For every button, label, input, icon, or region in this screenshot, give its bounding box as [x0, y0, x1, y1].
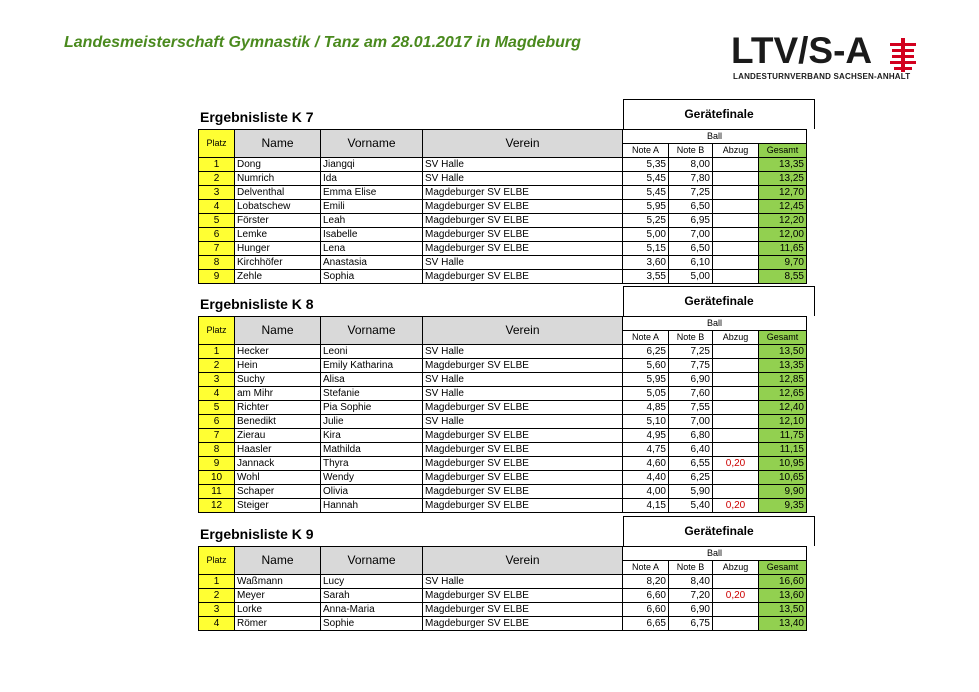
gesamt-cell: 13,35	[759, 158, 807, 172]
note-a-header: Note A	[623, 144, 669, 158]
vorname-cell: Sophia	[321, 270, 423, 284]
verein-cell: SV Halle	[423, 575, 623, 589]
vorname-cell: Thyra	[321, 457, 423, 471]
note-a-cell: 5,95	[623, 200, 669, 214]
note-b-cell: 7,55	[669, 401, 713, 415]
vorname-cell: Anastasia	[321, 256, 423, 270]
note-a-cell: 5,35	[623, 158, 669, 172]
abzug-cell	[713, 471, 759, 485]
note-a-cell: 6,65	[623, 617, 669, 631]
table-row	[199, 575, 807, 589]
note-b-cell: 7,25	[669, 186, 713, 200]
verein-header: Verein	[423, 130, 623, 158]
table-row	[199, 345, 807, 359]
verein-cell: Magdeburger SV ELBE	[423, 429, 623, 443]
verein-header: Verein	[423, 317, 623, 345]
vorname-cell: Emili	[321, 200, 423, 214]
abzug-cell	[713, 214, 759, 228]
table-row	[199, 443, 807, 457]
note-a-cell: 6,60	[623, 589, 669, 603]
name-cell: Zierau	[235, 429, 321, 443]
platz-cell: 3	[199, 603, 235, 617]
table-row	[199, 415, 807, 429]
note-b-cell: 7,60	[669, 387, 713, 401]
gesamt-cell: 12,70	[759, 186, 807, 200]
table-row	[199, 242, 807, 256]
platz-cell: 2	[199, 172, 235, 186]
gesamt-cell: 11,65	[759, 242, 807, 256]
vorname-cell: Wendy	[321, 471, 423, 485]
table-row	[199, 387, 807, 401]
note-b-cell: 8,40	[669, 575, 713, 589]
note-b-cell: 6,40	[669, 443, 713, 457]
name-cell: Haasler	[235, 443, 321, 457]
table-row	[199, 172, 807, 186]
platz-cell: 8	[199, 256, 235, 270]
note-a-cell: 4,40	[623, 471, 669, 485]
table-row	[199, 603, 807, 617]
vorname-cell: Emma Elise	[321, 186, 423, 200]
table-row	[199, 499, 807, 513]
ball-header: Ball	[623, 130, 807, 144]
platz-cell: 2	[199, 359, 235, 373]
ltv-logo	[731, 30, 916, 86]
gesamt-cell: 12,10	[759, 415, 807, 429]
vorname-header: Vorname	[321, 547, 423, 575]
vorname-cell: Sarah	[321, 589, 423, 603]
gesamt-cell: 13,40	[759, 617, 807, 631]
note-a-cell: 5,60	[623, 359, 669, 373]
name-cell: Zehle	[235, 270, 321, 284]
note-a-header: Note A	[623, 331, 669, 345]
note-b-header: Note B	[669, 331, 713, 345]
note-b-cell: 5,90	[669, 485, 713, 499]
vorname-header: Vorname	[321, 130, 423, 158]
vorname-header: Vorname	[321, 317, 423, 345]
gesamt-cell: 11,75	[759, 429, 807, 443]
abzug-cell	[713, 485, 759, 499]
table-row	[199, 158, 807, 172]
note-a-cell: 6,25	[623, 345, 669, 359]
abzug-cell	[713, 443, 759, 457]
gesamt-cell: 10,95	[759, 457, 807, 471]
table-row	[199, 457, 807, 471]
vorname-cell: Olivia	[321, 485, 423, 499]
gesamt-cell: 16,60	[759, 575, 807, 589]
note-b-cell: 6,75	[669, 617, 713, 631]
abzug-cell	[713, 242, 759, 256]
table-row	[199, 373, 807, 387]
note-b-cell: 6,80	[669, 429, 713, 443]
note-b-cell: 6,50	[669, 242, 713, 256]
name-cell: Lemke	[235, 228, 321, 242]
vorname-cell: Isabelle	[321, 228, 423, 242]
name-cell: Hunger	[235, 242, 321, 256]
name-header: Name	[235, 547, 321, 575]
vorname-cell: Emily Katharina	[321, 359, 423, 373]
abzug-cell	[713, 359, 759, 373]
note-a-cell: 5,25	[623, 214, 669, 228]
name-cell: Lobatschew	[235, 200, 321, 214]
verein-cell: Magdeburger SV ELBE	[423, 359, 623, 373]
vorname-cell: Hannah	[321, 499, 423, 513]
platz-cell: 1	[199, 345, 235, 359]
results-table	[198, 129, 807, 284]
verein-cell: SV Halle	[423, 387, 623, 401]
note-b-cell: 5,00	[669, 270, 713, 284]
table-row	[199, 214, 807, 228]
verein-cell: SV Halle	[423, 158, 623, 172]
table-row	[199, 471, 807, 485]
platz-cell: 7	[199, 242, 235, 256]
verein-cell: Magdeburger SV ELBE	[423, 401, 623, 415]
note-b-header: Note B	[669, 561, 713, 575]
note-a-cell: 6,60	[623, 603, 669, 617]
verein-cell: Magdeburger SV ELBE	[423, 214, 623, 228]
vorname-cell: Ida	[321, 172, 423, 186]
vorname-cell: Lena	[321, 242, 423, 256]
abzug-header: Abzug	[713, 331, 759, 345]
abzug-header: Abzug	[713, 144, 759, 158]
gesamt-cell: 12,65	[759, 387, 807, 401]
gesamt-cell: 13,50	[759, 603, 807, 617]
name-cell: Benedikt	[235, 415, 321, 429]
abzug-cell	[713, 158, 759, 172]
name-cell: Jannack	[235, 457, 321, 471]
note-b-cell: 6,90	[669, 373, 713, 387]
results-table	[198, 546, 807, 631]
verein-cell: Magdeburger SV ELBE	[423, 457, 623, 471]
page-title: Landesmeisterschaft Gymnastik / Tanz am 28.01.2017 in Magdeburg	[64, 34, 581, 51]
verein-cell: Magdeburger SV ELBE	[423, 589, 623, 603]
platz-cell: 5	[199, 401, 235, 415]
table-header-row	[199, 130, 807, 144]
verein-cell: SV Halle	[423, 373, 623, 387]
table-row	[199, 256, 807, 270]
abzug-cell	[713, 617, 759, 631]
ball-header: Ball	[623, 547, 807, 561]
abzug-header: Abzug	[713, 561, 759, 575]
note-a-cell: 5,05	[623, 387, 669, 401]
note-a-cell: 4,15	[623, 499, 669, 513]
note-b-cell: 7,80	[669, 172, 713, 186]
name-cell: Waßmann	[235, 575, 321, 589]
platz-cell: 6	[199, 228, 235, 242]
verein-cell: Magdeburger SV ELBE	[423, 499, 623, 513]
section-title: Ergebnisliste K 9	[200, 526, 314, 542]
section-title: Ergebnisliste K 8	[200, 296, 314, 312]
table-row	[199, 401, 807, 415]
note-a-cell: 3,55	[623, 270, 669, 284]
gesamt-cell: 13,35	[759, 359, 807, 373]
note-b-header: Note B	[669, 144, 713, 158]
section-title: Ergebnisliste K 7	[200, 109, 314, 125]
note-a-cell: 5,15	[623, 242, 669, 256]
name-cell: Delventhal	[235, 186, 321, 200]
verein-cell: SV Halle	[423, 345, 623, 359]
note-a-cell: 4,00	[623, 485, 669, 499]
note-b-cell: 6,50	[669, 200, 713, 214]
vorname-cell: Leoni	[321, 345, 423, 359]
abzug-cell	[713, 575, 759, 589]
note-b-cell: 5,40	[669, 499, 713, 513]
verein-cell: Magdeburger SV ELBE	[423, 603, 623, 617]
name-cell: Lorke	[235, 603, 321, 617]
name-cell: Römer	[235, 617, 321, 631]
verein-cell: Magdeburger SV ELBE	[423, 200, 623, 214]
platz-cell: 9	[199, 457, 235, 471]
note-a-header: Note A	[623, 561, 669, 575]
verein-cell: SV Halle	[423, 256, 623, 270]
abzug-cell: 0,20	[713, 589, 759, 603]
gesamt-cell: 12,45	[759, 200, 807, 214]
name-cell: Förster	[235, 214, 321, 228]
name-cell: Suchy	[235, 373, 321, 387]
abzug-cell	[713, 200, 759, 214]
gesamt-cell: 8,55	[759, 270, 807, 284]
verein-cell: Magdeburger SV ELBE	[423, 242, 623, 256]
abzug-cell	[713, 429, 759, 443]
vorname-cell: Julie	[321, 415, 423, 429]
note-a-cell: 5,45	[623, 172, 669, 186]
note-a-cell: 5,10	[623, 415, 669, 429]
table-row	[199, 429, 807, 443]
vorname-cell: Kira	[321, 429, 423, 443]
table-row	[199, 228, 807, 242]
gesamt-cell: 12,40	[759, 401, 807, 415]
note-b-cell: 6,95	[669, 214, 713, 228]
name-header: Name	[235, 130, 321, 158]
abzug-cell	[713, 373, 759, 387]
table-header-row	[199, 317, 807, 331]
gesamt-cell: 9,70	[759, 256, 807, 270]
table-row	[199, 270, 807, 284]
ball-header: Ball	[623, 317, 807, 331]
note-a-cell: 4,95	[623, 429, 669, 443]
note-b-cell: 6,25	[669, 471, 713, 485]
vorname-cell: Alisa	[321, 373, 423, 387]
table-row	[199, 359, 807, 373]
name-cell: Numrich	[235, 172, 321, 186]
abzug-cell	[713, 415, 759, 429]
note-a-cell: 3,60	[623, 256, 669, 270]
name-cell: Wohl	[235, 471, 321, 485]
note-a-cell: 4,60	[623, 457, 669, 471]
abzug-cell	[713, 256, 759, 270]
name-cell: Dong	[235, 158, 321, 172]
verein-header: Verein	[423, 547, 623, 575]
vorname-cell: Leah	[321, 214, 423, 228]
vorname-cell: Sophie	[321, 617, 423, 631]
platz-cell: 4	[199, 617, 235, 631]
gesamt-header: Gesamt	[759, 144, 807, 158]
name-cell: Meyer	[235, 589, 321, 603]
platz-cell: 1	[199, 575, 235, 589]
verein-cell: Magdeburger SV ELBE	[423, 471, 623, 485]
vorname-cell: Pia Sophie	[321, 401, 423, 415]
platz-cell: 12	[199, 499, 235, 513]
note-a-cell: 4,85	[623, 401, 669, 415]
table-header-row	[199, 547, 807, 561]
abzug-cell	[713, 387, 759, 401]
note-b-cell: 7,25	[669, 345, 713, 359]
platz-cell: 3	[199, 186, 235, 200]
verein-cell: SV Halle	[423, 415, 623, 429]
note-b-cell: 6,55	[669, 457, 713, 471]
geraetefinale-header: Gerätefinale	[623, 516, 815, 546]
results-table	[198, 316, 807, 513]
table-row	[199, 589, 807, 603]
geraetefinale-header: Gerätefinale	[623, 99, 815, 129]
gesamt-cell: 12,85	[759, 373, 807, 387]
abzug-cell	[713, 401, 759, 415]
platz-cell: 2	[199, 589, 235, 603]
note-a-cell: 4,75	[623, 443, 669, 457]
gesamt-cell: 13,50	[759, 345, 807, 359]
note-a-cell: 5,95	[623, 373, 669, 387]
abzug-cell	[713, 345, 759, 359]
vorname-cell: Anna-Maria	[321, 603, 423, 617]
name-cell: Steiger	[235, 499, 321, 513]
platz-cell: 4	[199, 387, 235, 401]
platz-cell: 9	[199, 270, 235, 284]
abzug-cell	[713, 228, 759, 242]
note-a-cell: 8,20	[623, 575, 669, 589]
table-row	[199, 186, 807, 200]
table-row	[199, 617, 807, 631]
abzug-cell	[713, 186, 759, 200]
name-cell: Hecker	[235, 345, 321, 359]
gesamt-cell: 12,00	[759, 228, 807, 242]
name-cell: am Mihr	[235, 387, 321, 401]
verein-cell: Magdeburger SV ELBE	[423, 443, 623, 457]
abzug-cell	[713, 270, 759, 284]
platz-cell: 11	[199, 485, 235, 499]
verein-cell: Magdeburger SV ELBE	[423, 270, 623, 284]
abzug-cell	[713, 172, 759, 186]
note-b-cell: 7,00	[669, 415, 713, 429]
platz-cell: 8	[199, 443, 235, 457]
name-header: Name	[235, 317, 321, 345]
platz-cell: 5	[199, 214, 235, 228]
verein-cell: Magdeburger SV ELBE	[423, 617, 623, 631]
vorname-cell: Mathilda	[321, 443, 423, 457]
geraetefinale-header: Gerätefinale	[623, 286, 815, 316]
gesamt-cell: 13,25	[759, 172, 807, 186]
platz-header: Platz	[199, 547, 235, 575]
note-b-cell: 7,00	[669, 228, 713, 242]
abzug-cell: 0,20	[713, 457, 759, 471]
abzug-cell: 0,20	[713, 499, 759, 513]
name-cell: Hein	[235, 359, 321, 373]
platz-header: Platz	[199, 317, 235, 345]
gesamt-header: Gesamt	[759, 561, 807, 575]
note-b-cell: 7,75	[669, 359, 713, 373]
gesamt-cell: 13,60	[759, 589, 807, 603]
name-cell: Richter	[235, 401, 321, 415]
table-row	[199, 200, 807, 214]
note-b-cell: 7,20	[669, 589, 713, 603]
note-b-cell: 6,10	[669, 256, 713, 270]
platz-cell: 7	[199, 429, 235, 443]
platz-cell: 4	[199, 200, 235, 214]
logo-subtitle: LANDESTURNVERBAND SACHSEN-ANHALT	[733, 72, 911, 81]
gesamt-cell: 12,20	[759, 214, 807, 228]
platz-cell: 10	[199, 471, 235, 485]
vorname-cell: Jiangqi	[321, 158, 423, 172]
note-a-cell: 5,00	[623, 228, 669, 242]
platz-cell: 1	[199, 158, 235, 172]
gesamt-cell: 9,90	[759, 485, 807, 499]
vorname-cell: Stefanie	[321, 387, 423, 401]
platz-cell: 3	[199, 373, 235, 387]
logo-main-text: LTV/S-A	[731, 30, 873, 71]
abzug-cell	[713, 603, 759, 617]
vorname-cell: Lucy	[321, 575, 423, 589]
platz-header: Platz	[199, 130, 235, 158]
verein-cell: Magdeburger SV ELBE	[423, 228, 623, 242]
name-cell: Kirchhöfer	[235, 256, 321, 270]
gesamt-header: Gesamt	[759, 331, 807, 345]
verein-cell: SV Halle	[423, 172, 623, 186]
table-row	[199, 485, 807, 499]
name-cell: Schaper	[235, 485, 321, 499]
platz-cell: 6	[199, 415, 235, 429]
verein-cell: Magdeburger SV ELBE	[423, 485, 623, 499]
logo-emblem-icon	[890, 38, 916, 72]
note-a-cell: 5,45	[623, 186, 669, 200]
gesamt-cell: 11,15	[759, 443, 807, 457]
verein-cell: Magdeburger SV ELBE	[423, 186, 623, 200]
gesamt-cell: 10,65	[759, 471, 807, 485]
gesamt-cell: 9,35	[759, 499, 807, 513]
note-b-cell: 6,90	[669, 603, 713, 617]
note-b-cell: 8,00	[669, 158, 713, 172]
